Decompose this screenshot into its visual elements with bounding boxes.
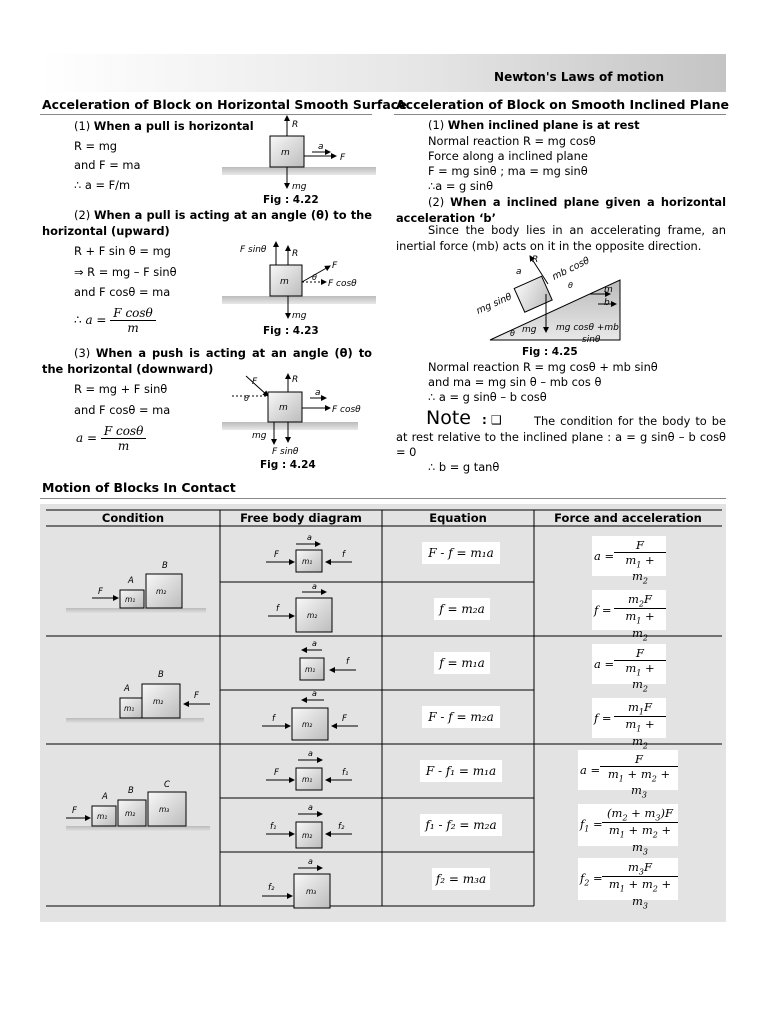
fig-4-25-diagram <box>470 250 640 346</box>
result-6: $f_1$ = $\frac{(m_2 + m_3)F}{m_1 + m_2 + m_3}$ <box>578 804 678 846</box>
svg-text:R: R <box>292 120 299 130</box>
s2-formula: ∴ a = $\frac{\text{F cosθ}}{m}$ <box>74 306 156 335</box>
svg-text:m₃: m₃ <box>159 805 170 814</box>
p2-line2: and ma = mg sin θ – mb cos θ <box>428 375 602 389</box>
p1-line3: F = mg sinθ ; ma = mg sinθ <box>428 164 588 178</box>
svg-text:m₁: m₁ <box>302 775 313 784</box>
svg-text:θ: θ <box>244 394 249 403</box>
left-heading: Acceleration of Block on Horizontal Smooth Surface <box>42 97 407 112</box>
svg-text:m₂: m₂ <box>307 611 318 620</box>
svg-text:R: R <box>532 255 539 265</box>
p2-text: Since the body lies in an accelerating frame, an inertial force (mb) acts on it in the opposite direction. <box>396 223 726 253</box>
result-4: f = $\frac{m_1F}{m_1 + m_2}$ <box>592 698 666 738</box>
equation-5: F - f₁ = m₁a <box>420 760 502 782</box>
svg-text:mg cosθ +mb: mg cosθ +mb <box>556 323 619 333</box>
note-text: The condition for the body to be at rest relative to the inclined plane : a = g sinθ – b cosθ = 0 <box>396 414 726 459</box>
fig-4-24-diagram <box>218 370 378 458</box>
equation-7: f₂ = m₃a <box>432 868 490 890</box>
fig-4-23-diagram <box>218 238 378 324</box>
svg-text:m: m <box>281 148 290 158</box>
equation-1: F - f = m₁a <box>422 542 500 564</box>
fig-4-24-caption: Fig : 4.24 <box>260 459 316 471</box>
fig-4-22-caption: Fig : 4.22 <box>263 194 319 206</box>
svg-text:F: F <box>72 806 77 816</box>
th-fbd: Free body diagram <box>240 511 362 525</box>
svg-text:mg sinθ: mg sinθ <box>474 291 514 317</box>
svg-text:a: a <box>308 749 313 758</box>
p2-title: (2) When a inclined plane given a horizontal acceleration ‘b’ <box>396 195 726 225</box>
s1-title: (1) When a pull is horizontal <box>74 119 254 133</box>
p1-title: (1) When inclined plane is at rest <box>428 118 640 132</box>
equation-6: f₁ - f₂ = m₂a <box>420 814 502 836</box>
section2-heading: Motion of Blocks In Contact <box>42 480 236 495</box>
fig-4-23-caption: Fig : 4.23 <box>263 325 319 337</box>
svg-text:A: A <box>128 576 134 586</box>
svg-text:mg: mg <box>292 182 307 192</box>
svg-text:m₂: m₂ <box>302 831 313 840</box>
svg-text:C: C <box>164 780 170 790</box>
svg-text:F: F <box>252 377 258 387</box>
s1-line1: R = mg <box>74 139 118 153</box>
svg-text:F cosθ: F cosθ <box>332 405 361 415</box>
s2-line3: and F cosθ = ma <box>74 285 171 299</box>
s3-formula: a = $\frac{\text{F cosθ}}{m}$ <box>76 424 146 453</box>
s1-line2: and F = ma <box>74 158 141 172</box>
svg-text:θ: θ <box>568 281 573 290</box>
p2-line1: Normal reaction R = mg cosθ + mb sinθ <box>428 360 658 374</box>
svg-text:A: A <box>102 792 108 802</box>
s3-line1: R = mg + F sinθ <box>74 382 168 396</box>
right-heading: Acceleration of Block on Smooth Inclined Plane <box>396 97 730 112</box>
p1-line1: Normal reaction R = mg cosθ <box>428 134 596 148</box>
s1-line3: ∴ a = F/m <box>74 178 131 192</box>
svg-text:F sinθ: F sinθ <box>240 245 267 255</box>
th-equation: Equation <box>429 511 487 525</box>
svg-text:f: f <box>276 604 279 614</box>
svg-text:F: F <box>274 550 279 560</box>
note-symbol: : ❑ <box>482 413 502 427</box>
s2-line2: ⇒ R = mg – F sinθ <box>74 265 177 279</box>
svg-text:F cosθ: F cosθ <box>328 279 357 289</box>
svg-text:a: a <box>312 639 317 648</box>
svg-text:m₂: m₂ <box>156 587 167 596</box>
s3-line2: and F cosθ = ma <box>74 403 171 417</box>
svg-text:F: F <box>98 587 103 597</box>
svg-text:F: F <box>340 153 346 163</box>
svg-text:b: b <box>604 298 610 308</box>
s2-title: (2) When a pull is acting at an angle (θ) to the horizontal (upward) <box>42 208 373 238</box>
svg-text:mg: mg <box>252 431 267 441</box>
svg-text:mg: mg <box>522 325 537 335</box>
right-rule <box>394 114 726 115</box>
svg-text:mg: mg <box>292 311 307 321</box>
svg-text:m₂: m₂ <box>125 809 136 818</box>
svg-text:f: f <box>342 550 345 560</box>
svg-text:m₁: m₁ <box>97 812 108 821</box>
svg-text:mb cosθ: mb cosθ <box>550 255 592 283</box>
svg-text:m₂: m₂ <box>153 697 164 706</box>
th-force-accel: Force and acceleration <box>554 511 702 525</box>
svg-text:m₁: m₁ <box>305 665 316 674</box>
svg-text:f: f <box>272 714 275 724</box>
svg-text:F sinθ: F sinθ <box>272 447 299 457</box>
svg-text:F: F <box>342 714 347 724</box>
equation-2: f = m₂a <box>434 598 490 620</box>
svg-text:θ: θ <box>312 273 317 282</box>
svg-text:m: m <box>604 285 613 295</box>
equation-4: F - f = m₂a <box>422 706 500 728</box>
svg-text:F: F <box>332 261 338 271</box>
s2-line1: R + F sin θ = mg <box>74 244 171 258</box>
equation-3: f = m₁a <box>434 652 490 674</box>
svg-text:f₂: f₂ <box>268 883 275 893</box>
result-7: $f_2$ = $\frac{m_3F}{m_1 + m_2 + m_3}$ <box>578 858 678 900</box>
p2-line3: ∴ a = g sinθ – b cosθ <box>428 390 547 404</box>
svg-text:B: B <box>158 670 164 680</box>
svg-text:a: a <box>307 533 312 542</box>
svg-text:m: m <box>279 403 288 413</box>
result-1: a = $\frac{F}{m_1 + m_2}$ <box>592 536 666 576</box>
svg-text:sinθ: sinθ <box>582 335 601 345</box>
p1-line2: Force along a inclined plane <box>428 149 588 163</box>
svg-text:θ: θ <box>510 329 515 338</box>
svg-text:a: a <box>312 582 317 591</box>
svg-text:R: R <box>292 249 299 259</box>
result-3: a = $\frac{F}{m_1 + m_2}$ <box>592 644 666 684</box>
svg-text:f₂: f₂ <box>338 822 345 832</box>
s3-title: (3) When a push is acting at an angle (θ) to the horizontal (downward) <box>42 346 372 376</box>
svg-text:B: B <box>162 561 168 571</box>
result-2: f = $\frac{m_2F}{m_1 + m_2}$ <box>592 590 666 630</box>
svg-text:F: F <box>274 768 279 778</box>
svg-text:m₁: m₁ <box>302 557 313 566</box>
svg-text:m: m <box>280 277 289 287</box>
fig-4-22-diagram <box>218 112 378 194</box>
svg-text:a: a <box>312 689 317 698</box>
svg-text:a: a <box>308 803 313 812</box>
svg-text:F: F <box>194 691 199 701</box>
fig-4-25-caption: Fig : 4.25 <box>522 346 578 358</box>
blocks-table <box>40 504 726 922</box>
result-5: a = $\frac{F}{m_1 + m_2 + m_3}$ <box>578 750 678 790</box>
svg-text:A: A <box>124 684 130 694</box>
svg-text:a: a <box>318 142 324 152</box>
p1-line4: ∴a = g sinθ <box>428 179 494 193</box>
svg-text:R: R <box>292 375 299 385</box>
note-line2: ∴ b = g tanθ <box>428 460 500 474</box>
svg-text:a: a <box>315 388 321 398</box>
header-band <box>40 54 726 92</box>
note-word: Note <box>426 407 471 429</box>
header-title: Newton's Laws of motion <box>494 70 664 84</box>
svg-text:f: f <box>346 657 349 667</box>
svg-text:B: B <box>128 786 134 796</box>
svg-text:f₁: f₁ <box>270 822 277 832</box>
th-condition: Condition <box>101 511 165 525</box>
svg-text:a: a <box>516 267 522 277</box>
svg-text:m₁: m₁ <box>125 595 136 604</box>
svg-text:m₁: m₁ <box>124 704 135 713</box>
svg-text:m₂: m₂ <box>302 720 313 729</box>
svg-text:f₁: f₁ <box>342 768 349 778</box>
section2-rule <box>40 498 726 499</box>
svg-text:a: a <box>308 857 313 866</box>
svg-text:m₃: m₃ <box>306 887 317 896</box>
